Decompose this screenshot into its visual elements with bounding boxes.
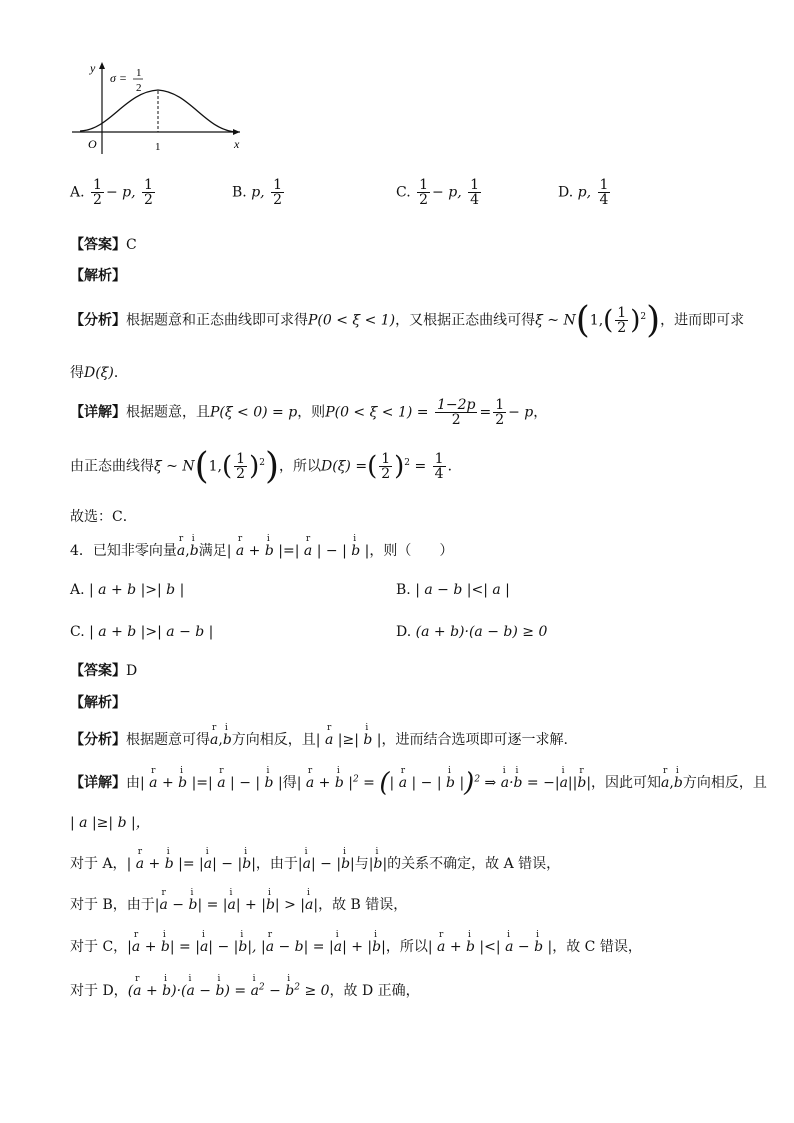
- q3-conclusion: [70, 506, 137, 526]
- math: − p: [508, 404, 534, 421]
- math: | r a + i b |=| r a | − | i b |: [140, 775, 283, 791]
- xiangjie-tag: 【详解】: [70, 775, 126, 791]
- answer-tag: 【答案】: [70, 663, 126, 679]
- math: | r a + i b |= |i a| − |i b|: [127, 856, 256, 872]
- text: ，故 D 正确，: [329, 983, 420, 999]
- paren: ): [394, 451, 405, 482]
- math: =: [479, 404, 492, 421]
- exponent: 2: [404, 457, 411, 468]
- text: 对于 D，: [70, 983, 128, 999]
- origin-label: O: [88, 137, 97, 151]
- paren: (: [603, 305, 614, 336]
- text: 由正态曲线得: [70, 458, 154, 475]
- text: 对于 C，: [70, 939, 128, 955]
- q4-option-a[interactable]: [70, 582, 184, 598]
- q4-option-d[interactable]: [396, 624, 547, 640]
- option-text: p,: [577, 184, 592, 201]
- paren-open: (: [575, 300, 590, 341]
- tick-label-1: 1: [155, 141, 161, 153]
- q4-a-line: [70, 853, 560, 873]
- text: 的关系不确定，故 A 错误，: [387, 856, 561, 872]
- fraction: [615, 306, 628, 335]
- math: | r a + i b |<| i a − i b |: [428, 939, 552, 955]
- math: | r a |≥| i b |: [316, 732, 382, 748]
- q3-option-c[interactable]: [396, 178, 483, 207]
- frac-den: 2: [143, 192, 153, 208]
- text: ．: [447, 458, 462, 475]
- q4-xiangjie-line-2: [70, 812, 150, 832]
- q3-option-a[interactable]: [70, 178, 157, 207]
- text: 根据题意，且: [126, 404, 210, 421]
- math: =: [410, 458, 431, 475]
- text: 对于 B，由于: [70, 897, 155, 913]
- math: |r a − i b| = |i a| + |i b| > |i a|: [155, 897, 318, 913]
- xiangjie-tag: 【详解】: [70, 404, 126, 421]
- math: 1,: [208, 458, 222, 475]
- fraction: [379, 452, 392, 481]
- math: | r a + i b |=| r a | − | i b |: [227, 543, 370, 559]
- text: ，进而结合选项即可逐一求解.: [381, 732, 568, 748]
- frac-den: 2: [495, 412, 505, 428]
- math: P(0 < ξ < 1): [308, 312, 396, 329]
- fraction: [598, 178, 611, 207]
- text: 方向相反，且: [231, 732, 316, 748]
- frac-den: 4: [434, 466, 444, 482]
- q4-fenxi-line: 【分析】根据题意可得r a,i b方向相反，且| r a |≥| i b |，进而结合选项即可逐一求解.: [70, 729, 568, 749]
- text: ，则: [297, 404, 326, 421]
- math: D(ξ): [84, 365, 114, 381]
- option-text: (a + b)·(a − b) ≥ 0: [415, 624, 548, 640]
- math: ,: [185, 543, 190, 559]
- frac-num: 1: [143, 177, 153, 193]
- fraction: [468, 178, 481, 207]
- option-letter: A.: [70, 184, 85, 201]
- option-text: − p,: [105, 184, 136, 201]
- text: 根据题意和正态曲线即可求得: [126, 312, 308, 329]
- q4-c-line: [70, 936, 642, 956]
- vector-b: i b: [674, 775, 683, 791]
- option-letter: B.: [396, 582, 411, 598]
- normal-curve-graph: [70, 58, 250, 158]
- option-letter: D.: [396, 624, 412, 640]
- frac-num: 1: [93, 177, 102, 193]
- text: ，故 B 错误，: [318, 897, 408, 913]
- frac-den: 2: [93, 192, 102, 208]
- text: ，由于: [255, 856, 298, 872]
- text: ．: [113, 365, 128, 381]
- frac-den: 2: [617, 320, 627, 336]
- text: ，因此可知: [591, 775, 662, 791]
- frac-num: 1: [419, 177, 429, 193]
- frac-num: 1: [236, 451, 246, 467]
- q3-fenxi-line-1: [70, 300, 744, 341]
- text: 得: [282, 775, 297, 791]
- text: 根据题意可得: [126, 732, 210, 748]
- paren-close: ): [264, 446, 280, 487]
- math: | a |≥| b |，: [70, 815, 150, 831]
- q4-answer-line: [70, 660, 137, 680]
- option-text: | a + b |>| a − b |: [89, 624, 214, 640]
- text: 故选：C．: [70, 509, 137, 525]
- q3-option-b[interactable]: [232, 178, 286, 207]
- q3-option-d[interactable]: [558, 178, 612, 207]
- frac-den: 2: [273, 192, 282, 208]
- fraction: [271, 178, 284, 207]
- answer-value: C: [126, 237, 137, 253]
- fraction: [435, 398, 478, 427]
- frac-den: 4: [470, 192, 480, 208]
- math: ξ ~ N: [535, 312, 576, 329]
- vector-a: r a: [210, 732, 218, 748]
- fraction: [142, 178, 155, 207]
- frac-den: 2: [451, 412, 461, 428]
- math: | r a + i b $|^2$ = (| r a | − | i b |)$^2$ ⇒ i a·i b = −|i a||r b|: [297, 775, 591, 791]
- frac-num: 1: [599, 177, 609, 193]
- option-text: p,: [251, 184, 265, 201]
- frac-num: 1: [495, 397, 505, 413]
- fraction: [433, 452, 446, 481]
- fraction: [91, 178, 104, 207]
- paren-close: ): [646, 300, 661, 341]
- sigma-label: σ =: [110, 71, 128, 85]
- math: P(ξ < 0) = p: [210, 404, 298, 421]
- text: 由: [126, 775, 140, 791]
- paren: ): [630, 305, 641, 336]
- option-text: | a − b |<| a |: [415, 582, 510, 598]
- text: ，又根据正态曲线可得: [395, 312, 536, 329]
- fraction: [417, 178, 430, 207]
- x-label: x: [234, 137, 240, 151]
- text: ，所以: [279, 458, 322, 475]
- text: ，进而即可求: [660, 312, 745, 329]
- text: ，则（ ）: [369, 543, 454, 559]
- q3-xiangjie-line-1: [70, 398, 547, 427]
- fenxi-tag: 【分析】: [70, 312, 126, 329]
- paren: (: [367, 451, 378, 482]
- option-text: | a + b |>| b |: [89, 582, 185, 598]
- frac-num: 1: [381, 451, 391, 467]
- vector-a: r a: [177, 543, 185, 559]
- q4-options: [70, 582, 710, 642]
- q4-option-b[interactable]: [396, 582, 510, 598]
- math: |r a + i b| = |i a| − |i b|, |r a − b| = |i a| + |i b|: [127, 939, 386, 955]
- vector-a: r a: [661, 775, 669, 791]
- frac-num: 1−2p: [436, 397, 476, 413]
- frac-num: 1: [617, 305, 627, 321]
- q3-answer-line: [70, 234, 137, 254]
- text: 满足: [198, 543, 227, 559]
- math: 1,: [589, 312, 604, 329]
- analysis-tag: 【解析】: [70, 268, 126, 284]
- fraction: [493, 398, 506, 427]
- text: 对于 A，: [70, 856, 127, 872]
- sigma-num: 1: [136, 67, 142, 79]
- option-letter: C.: [70, 624, 85, 640]
- frac-num: 1: [434, 451, 444, 467]
- option-letter: D.: [558, 184, 574, 201]
- text: ，所以: [385, 939, 428, 955]
- frac-den: 4: [599, 192, 609, 208]
- text: 方向相反，且: [682, 775, 767, 791]
- q3-xiangjie-line-2: [70, 446, 462, 487]
- math: D(ξ) =: [321, 458, 368, 475]
- frac-num: 1: [470, 177, 480, 193]
- frac-den: 2: [419, 192, 429, 208]
- paren-open: (: [194, 446, 209, 487]
- text: 得: [70, 365, 84, 381]
- q3-analysis-tag: [70, 265, 126, 285]
- q4-analysis-tag: [70, 692, 126, 712]
- frac-den: 2: [236, 466, 246, 482]
- math: |i a| − |i b|: [298, 856, 355, 872]
- option-letter: B.: [232, 184, 247, 201]
- y-axis-arrow: [99, 62, 105, 69]
- q4-stem: [70, 540, 453, 560]
- sigma-den: 2: [136, 82, 142, 94]
- text: ，故 C 错误，: [552, 939, 642, 955]
- q4-xiangjie-line-1: 【详解】由| r a + i b |=| r a | − | i b |得| r a + i b $|^2$ = (| r a | − | i b |)$^2$ ⇒ i a·i b = −|i a||r b|，因此可知r a,i b方向相反，且: [70, 768, 767, 798]
- exponent: 2: [259, 457, 265, 468]
- math: ξ ~ N: [154, 458, 195, 475]
- option-text: − p,: [432, 184, 462, 201]
- y-label: y: [90, 61, 96, 75]
- vector-b: i b: [223, 732, 232, 748]
- answer-tag: 【答案】: [70, 237, 126, 253]
- frac-num: 1: [273, 177, 282, 193]
- frac-den: 2: [381, 466, 391, 482]
- paren: (: [222, 451, 233, 482]
- q4-d-line: [70, 980, 420, 1000]
- q4-option-c[interactable]: [70, 624, 213, 640]
- text: 4．已知非零向量: [70, 543, 177, 559]
- text: ，: [533, 404, 548, 421]
- fraction: [234, 452, 247, 481]
- q4-b-line: [70, 894, 407, 914]
- paren: ): [249, 451, 260, 482]
- fenxi-tag: 【分析】: [70, 732, 126, 748]
- math: |i b|: [369, 856, 387, 872]
- analysis-tag: 【解析】: [70, 695, 126, 711]
- option-letter: C.: [396, 184, 411, 201]
- q3-options: [70, 178, 710, 218]
- q3-fenxi-line-2: [70, 362, 128, 382]
- answer-value: D: [126, 663, 138, 679]
- option-letter: A.: [70, 582, 85, 598]
- math: P(0 < ξ < 1) =: [325, 404, 429, 421]
- exponent: 2: [640, 311, 647, 322]
- vector-b: i b: [190, 543, 199, 559]
- text: 与: [354, 856, 369, 872]
- math: (r a + i b)·(i a − i b) = i $a^2 - i$ $b^2 \ge 0$: [128, 983, 330, 999]
